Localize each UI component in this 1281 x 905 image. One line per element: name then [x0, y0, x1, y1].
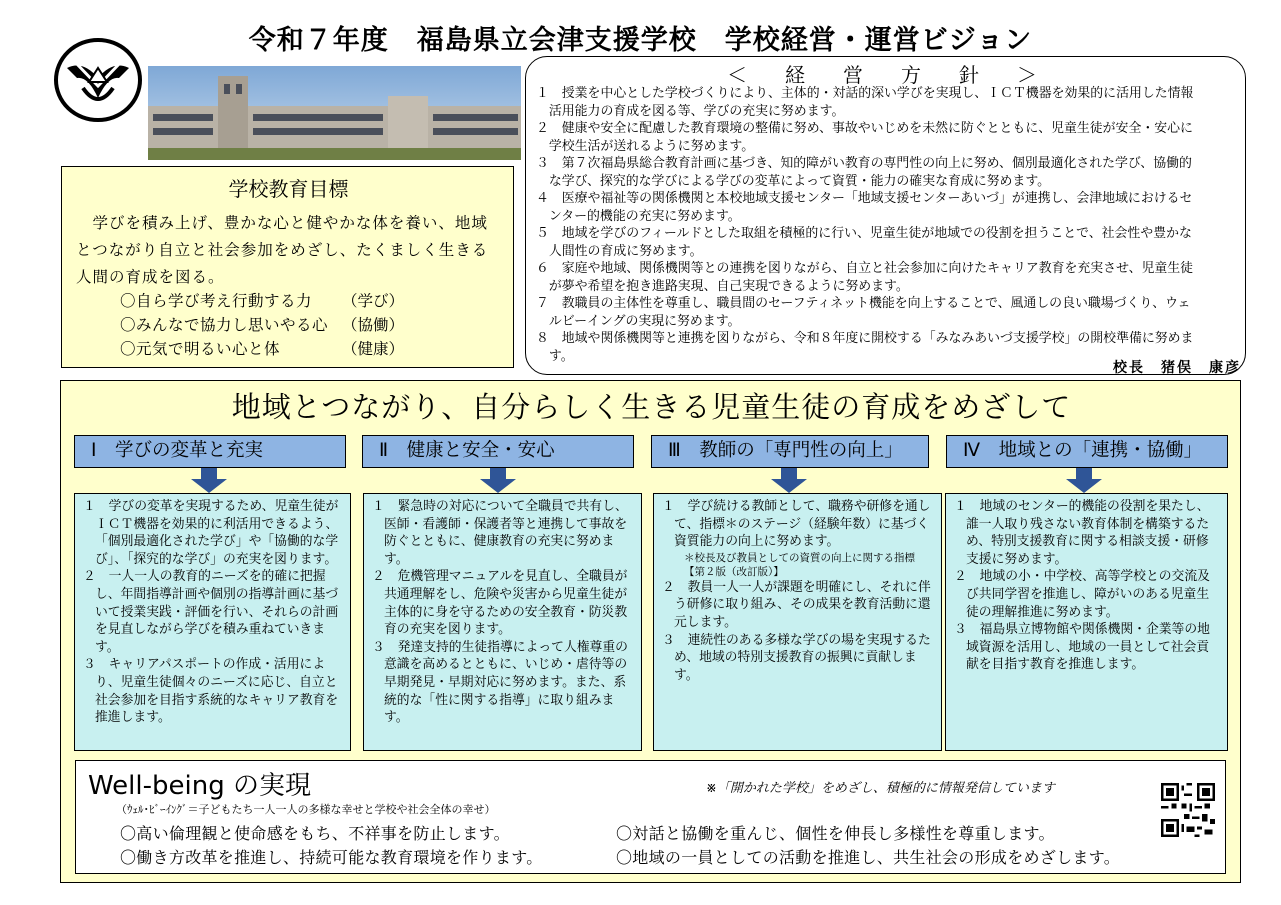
column-body-safety — [363, 493, 642, 751]
policy-line: ２ 健康や安全に配慮した教育環境の整備に努め、事故やいじめを未然に防ぐとともに、児童生徒が安全・安心に — [536, 121, 1193, 136]
policy-line: ８ 地域や関係機関等と連携を図りながら、令和８年度に開校する「みなみあいづ支援学校」の開校準備に努めま — [536, 331, 1194, 346]
management-policy-heading: ＜ 経 営 方 針 ＞ — [727, 63, 1046, 87]
school-goal-line: 学びを積み上げ、豊かな心と健やかな体を養い、地域 — [76, 214, 488, 232]
page-title: 令和７年度 福島県立会津支援学校 学校経営・運営ビジョン — [248, 25, 1033, 56]
column-heading-expertise: Ⅲ 教師の「専門性の向上」 — [651, 435, 929, 468]
policy-line: 活用能力の育成を図る等、学びの充実に努めます。 — [536, 103, 845, 119]
column-body-learning — [74, 493, 351, 751]
column-paragraph: ３ 福島県立博物館や関係機関・企業等の地域資源を活用し、地域の一員として社会貢献を目指す教育を推進します。 — [954, 622, 1210, 673]
column-paragraph: ２ 一人一人の教育的ニーズを的確に把握し、年間指導計画や個別の指導計画に基づいて授業実践・評価を行い、それらの計画を見直しながら学びを積み重ねていきます。 — [83, 569, 339, 655]
policy-line: ７ 教職員の主体性を尊重し、職員間のセーフティネット機能を向上することで、風通しの良い職場づくり、ウェ — [536, 296, 1191, 311]
policy-line: ンター的機能の充実に努めます。 — [536, 208, 741, 224]
goal-pillar: 〇元気で明るい心と体 — [120, 340, 281, 358]
column-paragraph: ３ 連続性のある多様な学びの場を実現するため、地域の特別支援教育の振興に貢献します。 — [662, 632, 931, 683]
column-paragraph: １ 地域のセンター的機能の役割を果たし、誰一人取り残さない教育体制を構築するため、特別支援教育に関する相談支援・研修支援に努めます。 — [954, 499, 1210, 567]
wellbeing-item: 〇地域の一員としての活動を推進し、共生社会の形成をめざします。 — [616, 848, 1121, 867]
goal-pillar: 〇みんなで協力し思いやる心 — [120, 316, 329, 334]
wellbeing-subtitle: （ｳｪﾙ･ﾋﾞｰｲﾝｸﾞ＝子どもたち一人一人の多様な幸せと学校や社会全体の幸せ） — [116, 803, 496, 816]
column-heading-learning: Ⅰ 学びの変革と充実 — [74, 435, 346, 468]
column-paragraph: １ 緊急時の対応について全職員で共有し、医師・看護師・保護者等と連携して事故を防ぐとともに、健康教育の充実に努めます。 — [372, 499, 628, 567]
management-policy-panel — [525, 56, 1246, 375]
wellbeing-item: 〇高い倫理観と使命感をもち、不祥事を防止します。 — [120, 824, 510, 843]
school-goal-title: 学校教育目標 — [228, 177, 349, 201]
policy-line: ルビーイングの実現に努めます。 — [536, 313, 741, 329]
column-paragraph: ２ 教員一人一人が課題を明確にし、それに伴う研修に取り組み、その成果を教育活動に還元します。 — [662, 579, 931, 630]
wellbeing-note: ※「開かれた学校」をめざし、積極的に情報発信しています — [706, 781, 1055, 796]
wellbeing-title: Well-being の実現 — [88, 771, 311, 801]
policy-line: な学び、探究的な学びによる学びの変革によって資質・能力の確実な育成に努めます。 — [536, 173, 1051, 189]
policy-line: が夢や希望を抱き進路実現、自己実現できるように努めます。 — [536, 278, 909, 294]
policy-line: １ 授業を中心とした学校づくりにより、主体的・対話的深い学びを実現し、ＩＣＴ機器を効果的に活用した情報 — [536, 86, 1194, 101]
policy-line: ６ 家庭や地域、関係機関等との連携を図りながら、自立と社会参加に向けたキャリア教育を充実させ、児童生徒 — [536, 261, 1194, 276]
column-body-expertise — [653, 493, 942, 751]
column-paragraph: ３ 発達支持的生徒指導によって人権尊重の意識を高めるとともに、いじめ・虐待等の早期発見・早期対応に努めます。また、系統的な「性に関する指導」に取り組みます。 — [372, 639, 628, 726]
policy-line: ３ 第７次福島県総合教育計画に基づき、知的障がい教育の専門性の向上に努め、個別最適化された学び、協働的 — [536, 156, 1192, 171]
goal-pillar-tag: （健康） — [342, 340, 405, 358]
goal-pillar-tag: （学び） — [342, 292, 405, 310]
qr-code-icon[interactable] — [1161, 783, 1215, 837]
column-heading-safety: Ⅱ 健康と安全・安心 — [362, 435, 634, 468]
wellbeing-item: 〇対話と協働を重んじ、個性を伸長し多様性を尊重します。 — [616, 824, 1055, 843]
policy-line: 人間性の育成に努めます。 — [536, 243, 703, 259]
policy-line: す。 — [536, 348, 574, 364]
column-paragraph: １ 学び続ける教師として、職務や研修を通して、指標＊のステージ（経験年数）に基づく資質能力の向上に努めます。 — [662, 499, 931, 550]
wellbeing-item: 〇働き方改革を推進し、持続可能な教育環境を作ります。 — [120, 848, 543, 867]
school-building-photo — [148, 66, 521, 160]
school-goal-line: 人間の育成を図る。 — [76, 268, 225, 286]
goal-pillar-tag: （協働） — [342, 316, 405, 334]
school-goal-panel — [61, 166, 514, 368]
column-paragraph: ２ 地域の小・中学校、高等学校との交流及び共同学習を推進し、障がいのある児童生徒の理解推進に努めます。 — [954, 569, 1210, 620]
column-paragraph: １ 学びの変革を実現するため、児童生徒がＩＣＴ機器を効果的に利活用できるよう、「個別最適化された学び」や「協働的な学び」、「探究的な学び」の充実を図ります。 — [83, 499, 339, 567]
policy-line: 学校生活が送れるように努めます。 — [536, 138, 755, 154]
principal-name: 校長 猪俣 康彦 — [1113, 360, 1241, 376]
column-paragraph: ３ キャリアパスポートの作成・活用により、児童生徒個々のニーズに応じ、自立と社会参加を目指す系統的なキャリア教育を推進します。 — [83, 657, 339, 726]
policy-line: ４ 医療や福祉等の関係機関と本校地域支援センター「地域支援センターあいづ」が連携し、会津地域におけるセ — [536, 191, 1193, 206]
wellbeing-panel — [75, 760, 1226, 874]
column-body-community — [945, 493, 1228, 751]
school-emblem-icon — [53, 38, 143, 122]
column-heading-community: Ⅳ 地域との「連携・協働」 — [946, 435, 1228, 468]
column-footnote: ＊校長及び教員としての資質の向上に関する指標【第２版（改訂版）】 — [684, 551, 915, 578]
goal-pillar: 〇自ら学び考え行動する力 — [120, 292, 313, 310]
policy-line: ５ 地域を学びのフィールドとした取組を積極的に行い、児童生徒が地域での役割を担うことで、社会性や豊かな — [536, 226, 1192, 241]
column-paragraph: ２ 危機管理マニュアルを見直し、全職員が共通理解をし、危険や災害から児童生徒が主体的に身を守るための安全教育・防災教育の充実を図ります。 — [372, 569, 628, 638]
vision-slogan: 地域とつながり、自分らしく生きる児童生徒の育成をめざして — [231, 390, 1072, 424]
school-goal-line: とつながり自立と社会参加をめざし、たくましく生きる — [76, 241, 489, 259]
